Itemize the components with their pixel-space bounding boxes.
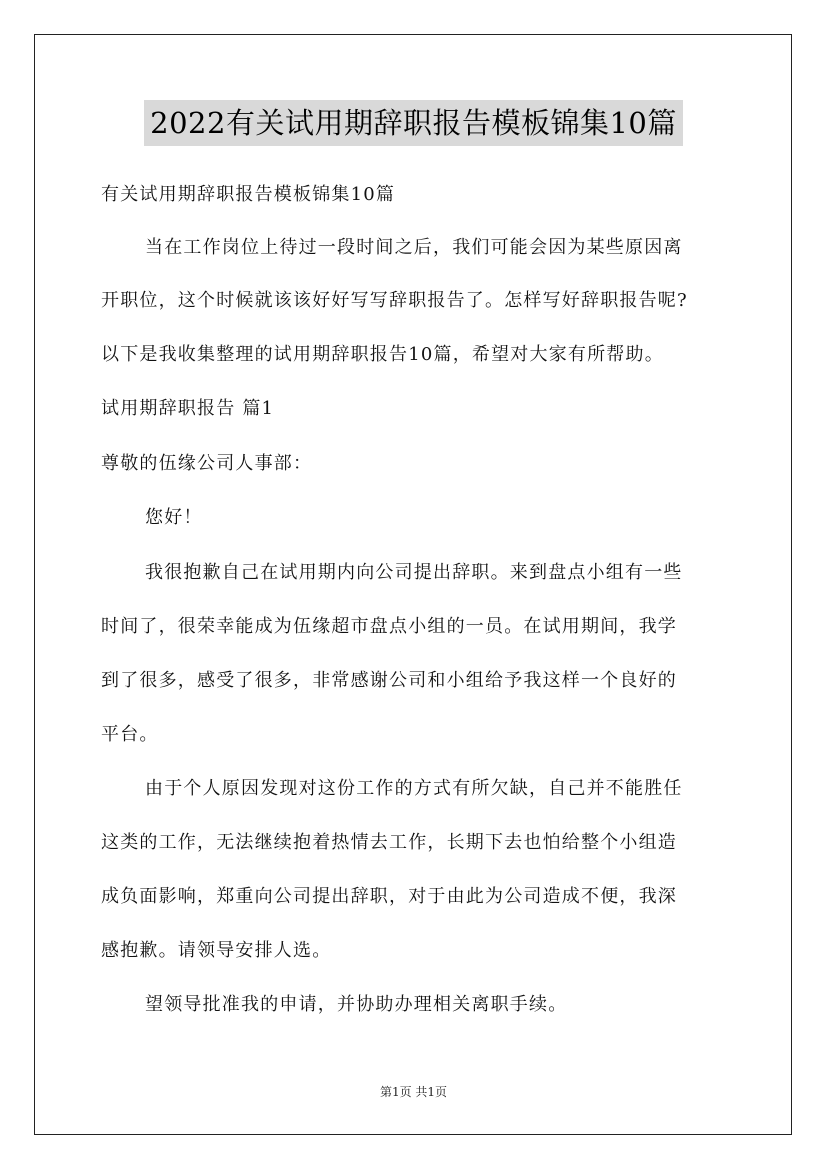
- paragraph-line: 开职位，这个时候就该该好好写写辞职报告了。怎样写好辞职报告呢?: [101, 290, 688, 311]
- paragraph-line: 成负面影响，郑重向公司提出辞职，对于由此为公司造成不便，我深: [101, 886, 677, 907]
- paragraph-line: 平台。: [101, 724, 159, 745]
- paragraph-line: 到了很多，感受了很多，非常感谢公司和小组给予我这样一个良好的: [101, 670, 677, 691]
- paragraph-line: 我很抱歉自己在试用期内向公司提出辞职。来到盘点小组有一些: [145, 562, 683, 583]
- title-container: [0, 100, 827, 146]
- paragraph-line: 望领导批准我的申请，并协助办理相关离职手续。: [145, 994, 568, 1015]
- paragraph-line: 由于个人原因发现对这份工作的方式有所欠缺，自己并不能胜任: [145, 778, 683, 799]
- section-heading: 试用期辞职报告 篇1: [101, 398, 275, 419]
- paragraph-line: 时间了，很荣幸能成为伍缘超市盘点小组的一员。在试用期间，我学: [101, 616, 677, 637]
- greeting-line: 您好！: [145, 507, 203, 528]
- page-footer: 第1页 共1页: [379, 1085, 448, 1099]
- salutation-line: 尊敬的伍缘公司人事部：: [101, 453, 313, 474]
- paragraph-line: 感抱歉。请领导安排人选。: [101, 940, 332, 961]
- paragraph-line: 当在工作岗位上待过一段时间之后，我们可能会因为某些原因离: [145, 237, 683, 258]
- paragraph-line: 以下是我收集整理的试用期辞职报告10篇，希望对大家有所帮助。: [101, 344, 664, 365]
- subtitle-line: 有关试用期辞职报告模板锦集10篇: [101, 184, 396, 205]
- paragraph-line: 这类的工作，无法继续抱着热情去工作，长期下去也怕给整个小组造: [101, 832, 677, 853]
- document-title: 2022有关试用期辞职报告模板锦集10篇: [144, 100, 683, 146]
